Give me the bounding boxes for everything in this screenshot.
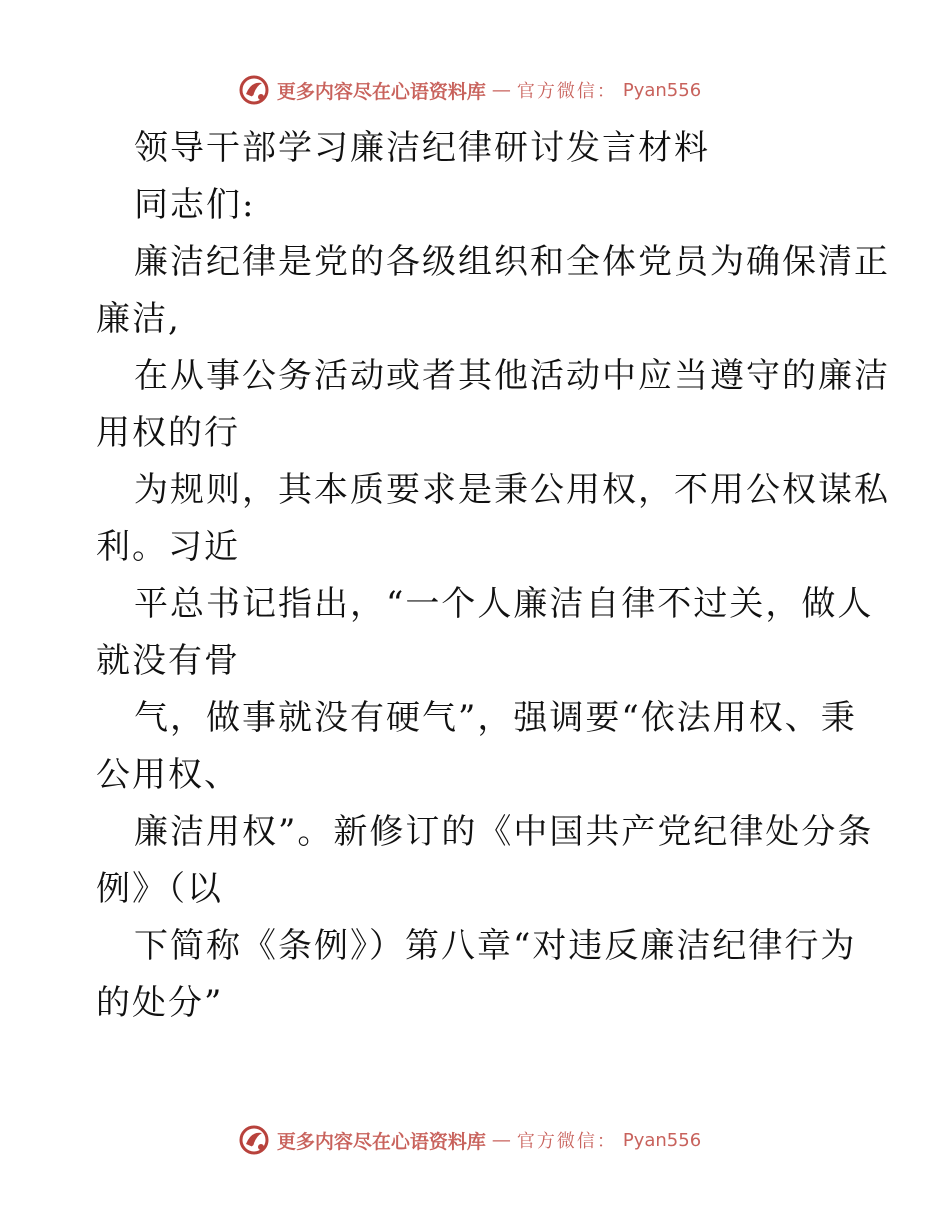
red-swirl-logo-icon [237, 1123, 271, 1157]
footer-banner-content [237, 1123, 701, 1157]
paragraph-line: 的处分” [96, 983, 224, 1023]
document-body [96, 120, 890, 1032]
paragraph-line: 公用权、 [96, 755, 240, 795]
paragraph-line: 用权的行 [96, 413, 240, 453]
paragraph-line: 利。习近 [96, 527, 240, 567]
footer-wechat-label: 官方微信： [516, 1131, 617, 1152]
footer-wechat-id: Pyan556 [622, 1129, 702, 1151]
paragraph-line: 廉洁用权”。新修订的《中国共产党纪律处分条 [134, 812, 874, 852]
paragraph-line: 为规则，其本质要求是秉公用权，不用公权谋私 [134, 470, 890, 510]
footer-banner-text: 更多内容尽在心语资料库 [276, 1130, 486, 1153]
header-wechat-label: 官方微信： [516, 81, 617, 102]
header-banner-content [237, 73, 701, 107]
paragraph-line: 廉洁, [96, 299, 181, 339]
paragraph-line: 就没有骨 [96, 641, 240, 681]
paragraph-line: 平总书记指出，“一个人廉洁自律不过关，做人 [134, 584, 874, 624]
header-banner-dash: — [491, 79, 511, 101]
footer-banner-dash: — [491, 1129, 511, 1151]
paragraph-line: 气，做事就没有硬气”，强调要“依法用权、秉 [134, 698, 857, 738]
document-title: 领导干部学习廉洁纪律研讨发言材料 [134, 128, 710, 168]
header-banner-text: 更多内容尽在心语资料库 [276, 80, 486, 103]
paragraph-line: 例》（以 [96, 869, 223, 909]
paragraph-line: 在从事公务活动或者其他活动中应当遵守的廉洁 [134, 356, 890, 396]
footer-banner [0, 1120, 950, 1160]
salutation: 同志们: [134, 185, 256, 225]
paragraph-line: 廉洁纪律是党的各级组织和全体党员为确保清正 [134, 242, 890, 282]
header-banner [0, 70, 950, 110]
paragraph-line: 下简称《条例》）第八章“对违反廉洁纪律行为 [134, 926, 857, 966]
red-swirl-logo-icon [237, 73, 271, 107]
header-wechat-id: Pyan556 [622, 79, 702, 101]
